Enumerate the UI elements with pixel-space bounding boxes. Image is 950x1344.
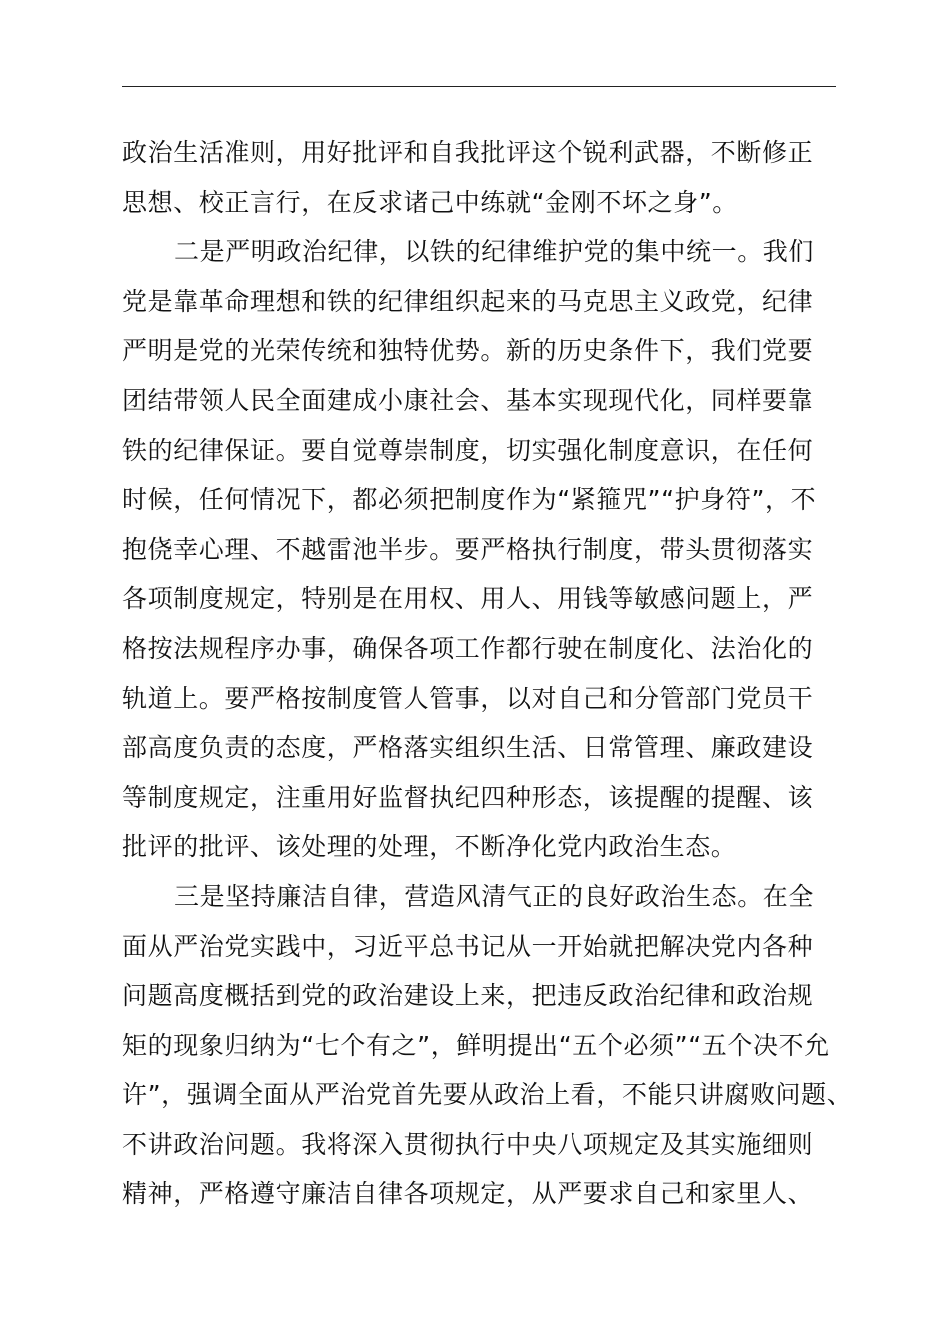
paragraph-start-line: 二是严明政治纪律，以铁的纪律维护党的集中统一。我们 [174, 237, 815, 267]
body-text [122, 128, 853, 1219]
text-line: 精神，严格遵守廉洁自律各项规定，从严要求自己和家里人、 [122, 1179, 814, 1209]
text-line: 党是靠革命理想和铁的纪律组织起来的马克思主义政党，纪律 [122, 286, 814, 316]
text-line: 许”，强调全面从严治党首先要从政治上看，不能只讲腐败问题、 [122, 1080, 853, 1110]
text-line: 批评的批评、该处理的处理，不断净化党内政治生态。 [122, 832, 737, 862]
text-line: 各项制度规定，特别是在用权、用人、用钱等敏感问题上，严 [122, 584, 814, 614]
text-line: 问题高度概括到党的政治建设上来，把违反政治纪律和政治规 [122, 981, 814, 1011]
text-line: 面从严治党实践中，习近平总书记从一开始就把解决党内各种 [122, 931, 814, 961]
text-line: 格按法规程序办事，确保各项工作都行驶在制度化、法治化的 [122, 633, 814, 663]
text-line: 矩的现象归纳为“七个有之”，鲜明提出“五个必须”“五个决不允 [122, 1030, 830, 1060]
text-line: 不讲政治问题。我将深入贯彻执行中央八项规定及其实施细则 [122, 1129, 814, 1159]
text-line: 时候，任何情况下，都必须把制度作为“紧箍咒”“护身符”，不 [122, 485, 817, 515]
paragraph-start-line: 三是坚持廉洁自律，营造风清气正的良好政治生态。在全 [174, 881, 815, 911]
text-line: 等制度规定，注重用好监督执纪四种形态，该提醒的提醒、该 [122, 782, 814, 812]
text-line: 抱侥幸心理、不越雷池半步。要严格执行制度，带头贯彻落实 [122, 534, 814, 564]
text-line: 部高度负责的态度，严格落实组织生活、日常管理、廉政建设 [122, 733, 814, 763]
text-line: 团结带领人民全面建成小康社会、基本实现现代化，同样要靠 [122, 385, 814, 415]
text-line: 政治生活准则，用好批评和自我批评这个锐利武器，不断修正 [122, 138, 814, 167]
text-line: 思想、校正言行，在反求诸己中练就“金刚不坏之身”。 [122, 187, 738, 217]
text-line: 铁的纪律保证。要自觉尊崇制度，切实强化制度意识，在任何 [122, 435, 814, 465]
text-line: 轨道上。要严格按制度管人管事，以对自己和分管部门党员干 [122, 683, 814, 713]
text-line: 严明是党的光荣传统和独特优势。新的历史条件下，我们党要 [122, 336, 814, 366]
header-rule [122, 86, 836, 87]
